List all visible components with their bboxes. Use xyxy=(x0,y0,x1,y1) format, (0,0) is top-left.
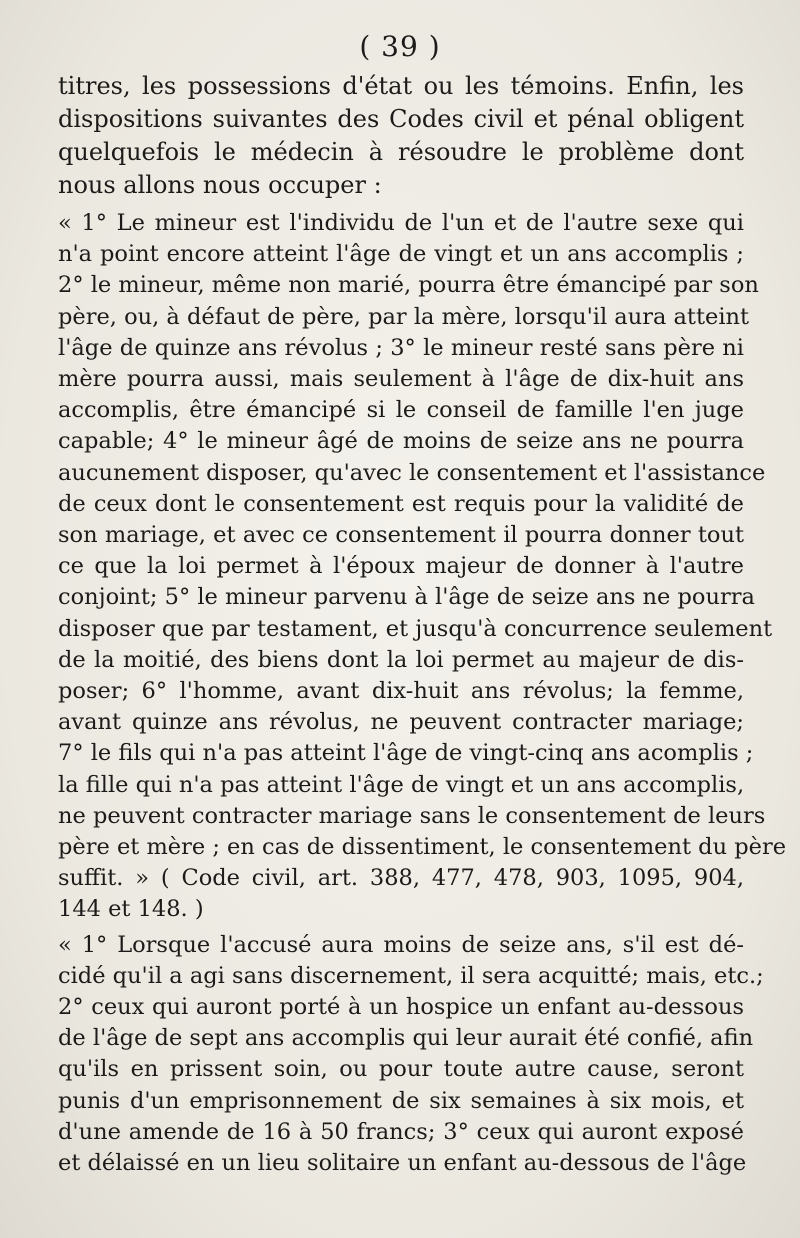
text-line: de l'âge de sept ans accomplis qui leur aurait été confié, afin xyxy=(58,1025,754,1052)
text-line: d'une amende de 16 à 50 francs; 3° ceux qui auront exposé xyxy=(58,1118,744,1145)
paragraph-code-civil xyxy=(58,208,787,926)
text-line: de ceux dont le consentement est requis pour la validité de xyxy=(58,490,744,517)
text-line: cidé qu'il a agi sans discernement, il sera acquitté; mais, etc.; xyxy=(58,962,764,989)
text-line: avant quinze ans révolus, ne peuvent contracter mariage; xyxy=(58,709,744,736)
text-line: l'âge de quinze ans révolus ; 3° le mineur resté sans père ni xyxy=(58,334,744,361)
text-line: punis d'un emprisonnement de six semaines à six mois, et xyxy=(58,1087,744,1114)
text-line: 144 et 148. ) xyxy=(58,896,204,923)
text-line: aucunement disposer, qu'avec le consentement et l'assistance xyxy=(58,459,766,486)
text-line: 2° ceux qui auront porté à un hospice un enfant au-dessous xyxy=(58,994,744,1021)
text-line: « 1° Lorsque l'accusé aura moins de seize ans, s'il est dé- xyxy=(58,931,744,958)
text-line: son mariage, et avec ce consentement il pourra donner tout xyxy=(58,522,744,549)
text-line: n'a point encore atteint l'âge de vingt et un ans accomplis ; xyxy=(58,241,744,268)
text-line: dispositions suivantes des Codes civil et pénal obligent xyxy=(58,105,744,133)
text-line: poser; 6° l'homme, avant dix-huit ans révolus; la femme, xyxy=(58,678,744,705)
text-line: père, ou, à défaut de père, par la mère, lorsqu'il aura atteint xyxy=(58,303,750,330)
text-line: la fille qui n'a pas atteint l'âge de vingt et un ans accomplis, xyxy=(58,771,745,798)
text-line: ne peuvent contracter mariage sans le consentement de leurs xyxy=(58,802,766,829)
paragraph-code-penal xyxy=(58,930,764,1180)
page-number: ( 39 ) xyxy=(359,30,441,63)
text-line: et délaissé en un lieu solitaire un enfant au-dessous de l'âge xyxy=(58,1150,747,1177)
text-line: ce que la loi permet à l'époux majeur de donner à l'autre xyxy=(58,553,744,580)
paragraph-intro xyxy=(58,70,744,202)
text-line: 7° le fils qui n'a pas atteint l'âge de vingt-cinq ans acomplis ; xyxy=(58,740,754,767)
text-line: suffit. » ( Code civil, art. 388, 477, 478, 903, 1095, 904, xyxy=(58,865,744,892)
body-text xyxy=(58,70,787,1179)
text-line: conjoint; 5° le mineur parvenu à l'âge de seize ans ne pourra xyxy=(58,584,755,611)
text-line: accomplis, être émancipé si le conseil de famille l'en juge xyxy=(58,397,744,424)
text-line: 2° le mineur, même non marié, pourra être émancipé par son xyxy=(58,272,759,299)
text-line: qu'ils en prissent soin, ou pour toute autre cause, seront xyxy=(58,1056,744,1083)
text-line: disposer que par testament, et jusqu'à concurrence seulement xyxy=(58,615,773,642)
text-line: père et mère ; en cas de dissentiment, le consentement du père xyxy=(58,834,787,861)
text-line: titres, les possessions d'état ou les témoins. Enfin, les xyxy=(58,72,744,100)
text-line: « 1° Le mineur est l'individu de l'un et de l'autre sexe qui xyxy=(58,210,744,236)
text-line: nous allons nous occuper : xyxy=(58,171,382,199)
text-line: de la moitié, des biens dont la loi permet au majeur de dis- xyxy=(58,646,744,673)
text-line: quelquefois le médecin à résoudre le problème dont xyxy=(58,138,744,166)
text-line: mère pourra aussi, mais seulement à l'âge de dix-huit ans xyxy=(58,366,744,393)
text-line: capable; 4° le mineur âgé de moins de seize ans ne pourra xyxy=(58,428,744,455)
